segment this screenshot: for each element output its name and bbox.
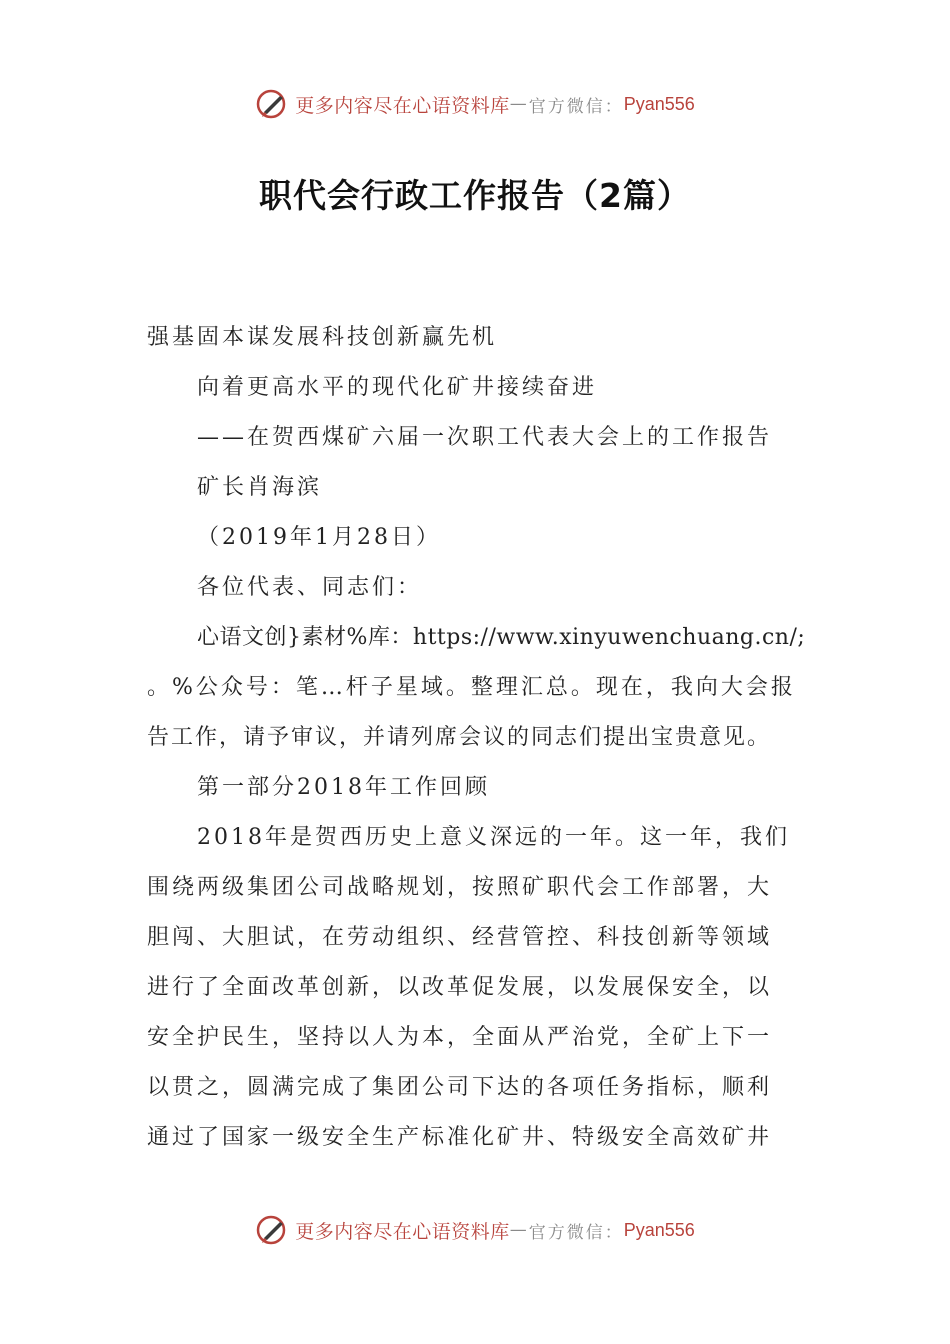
body-line: ——在贺西煤矿六届一次职工代表大会上的工作报告: [197, 425, 773, 450]
body-line: 进行了全面改革创新，以改革促发展，以发展保安全，以: [147, 975, 773, 1000]
body-line: 告工作，请予审议，并请列席会议的同志们提出宝贵意见。: [147, 725, 772, 750]
body-line: 第一部分2018年工作回顾: [197, 775, 490, 800]
watermark-wechat: Pyan556: [623, 1219, 695, 1240]
body-line: （2019年1月28日）: [197, 525, 441, 550]
pen-logo-icon: [255, 87, 289, 121]
watermark-brand: 更多内容尽在心语资料库: [295, 1220, 510, 1243]
body-line: 各位代表、同志们：: [197, 575, 423, 600]
pen-logo-icon: [255, 1213, 289, 1247]
watermark-wechat: Pyan556: [623, 93, 695, 114]
body-line: 2018年是贺西历史上意义深远的一年。这一年，我们: [197, 825, 790, 850]
footer-watermark: [0, 1210, 950, 1250]
body-line: 向着更高水平的现代化矿井接续奋进: [197, 375, 598, 400]
header-watermark: [0, 84, 950, 124]
watermark-sub: 官方微信：: [528, 96, 624, 117]
body-line: 通过了国家一级安全生产标准化矿井、特级安全高效矿井: [147, 1125, 773, 1150]
watermark-brand: 更多内容尽在心语资料库: [295, 94, 510, 117]
document-title: 职代会行政工作报告（2篇）: [259, 176, 691, 215]
body-line: 强基固本谋发展科技创新赢先机: [147, 325, 498, 350]
body-line: 胆闯、大胆试，在劳动组织、经营管控、科技创新等领域: [147, 925, 773, 950]
watermark-sub: 官方微信：: [528, 1222, 624, 1243]
body-line: 矿长肖海滨: [197, 475, 323, 500]
body-line: 心语文创}素材%库：https://www.xinyuwenchuang.cn/;: [197, 625, 806, 650]
body-line: 围绕两级集团公司战略规划，按照矿职代会工作部署，大: [147, 875, 773, 900]
watermark-dash: —: [509, 94, 529, 114]
watermark-dash: —: [509, 1220, 529, 1240]
body-line: 以贯之，圆满完成了集团公司下达的各项任务指标，顺利: [147, 1075, 773, 1100]
body-line: 安全护民生，坚持以人为本，全面从严治党，全矿上下一: [147, 1025, 773, 1050]
body-line: 。%公众号：笔…杆子星域。整理汇总。现在，我向大会报: [147, 675, 796, 700]
